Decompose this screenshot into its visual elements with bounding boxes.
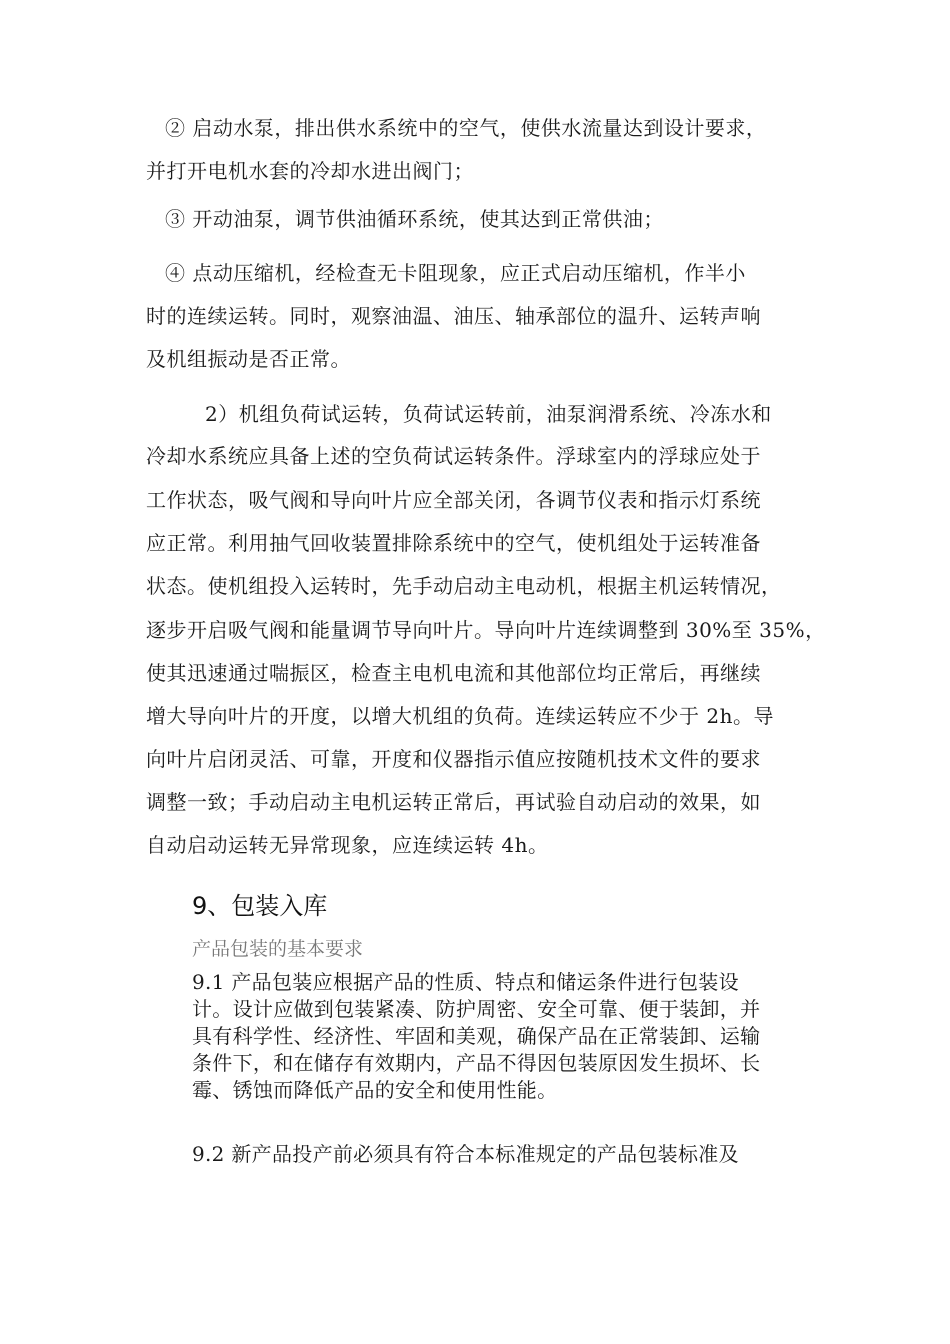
load-test-line: 增大导向叶片的开度，以增大机组的负荷。连续运转应不少于 2h。导 [146, 704, 774, 728]
clause-9-1-line: 具有科学性、经济性、牢固和美观，确保产品在正常装卸、运输 [192, 1024, 761, 1048]
load-test-line: 工作状态，吸气阀和导向叶片应全部关闭，各调节仪表和指示灯系统 [146, 488, 761, 512]
step-3-line-1: ③ 开动油泵，调节供油循环系统，使其达到正常供油； [165, 207, 664, 231]
clause-9-2-line: 9.2 新产品投产前必须具有符合本标准规定的产品包装标准及 [192, 1142, 739, 1166]
load-test-line: 自动启动运转无异常现象，应连续运转 4h。 [146, 833, 549, 857]
step-2-line-1: ② 启动水泵，排出供水系统中的空气，使供水流量达到设计要求， [165, 116, 767, 140]
step-4-line-3: 及机组振动是否正常。 [146, 347, 351, 371]
step-2-line-2: 并打开电机水套的冷却水进出阀门； [146, 159, 474, 183]
step-4-line-2: 时的连续运转。同时，观察油温、油压、轴承部位的温升、运转声响 [146, 304, 761, 328]
load-test-line: 使其迅速通过喘振区，检查主电机电流和其他部位均正常后，再继续 [146, 661, 761, 685]
section-subheading: 产品包装的基本要求 [192, 938, 364, 960]
clause-9-1-line: 9.1 产品包装应根据产品的性质、特点和储运条件进行包装设 [192, 970, 739, 994]
load-test-line: 2）机组负荷试运转，负荷试运转前，油泵润滑系统、冷冻水和 [205, 402, 772, 426]
clause-9-1-line: 计。设计应做到包装紧凑、防护周密、安全可靠、便于装卸，并 [192, 997, 761, 1021]
clause-9-1-line: 霉、锈蚀而降低产品的安全和使用性能。 [192, 1078, 558, 1102]
clause-9-1-line: 条件下，和在储存有效期内，产品不得因包装原因发生损坏、长 [192, 1051, 761, 1075]
section-heading: 9、包装入库 [192, 892, 328, 920]
load-test-line: 应正常。利用抽气回收装置排除系统中的空气，使机组处于运转准备 [146, 531, 761, 555]
load-test-line: 调整一致；手动启动主电机运转正常后，再试验自动启动的效果，如 [146, 790, 761, 814]
step-4-line-1: ④ 点动压缩机，经检查无卡阻现象，应正式启动压缩机，作半小 [165, 261, 746, 285]
load-test-line: 冷却水系统应具备上述的空负荷试运转条件。浮球室内的浮球应处于 [146, 444, 761, 468]
load-test-line: 状态。使机组投入运转时，先手动启动主电动机，根据主机运转情况， [146, 574, 782, 598]
load-test-line: 向叶片启闭灵活、可靠，开度和仪器指示值应按随机技术文件的要求 [146, 747, 761, 771]
load-test-line: 逐步开启吸气阀和能量调节导向叶片。导向叶片连续调整到 30%至 35%， [146, 618, 826, 642]
